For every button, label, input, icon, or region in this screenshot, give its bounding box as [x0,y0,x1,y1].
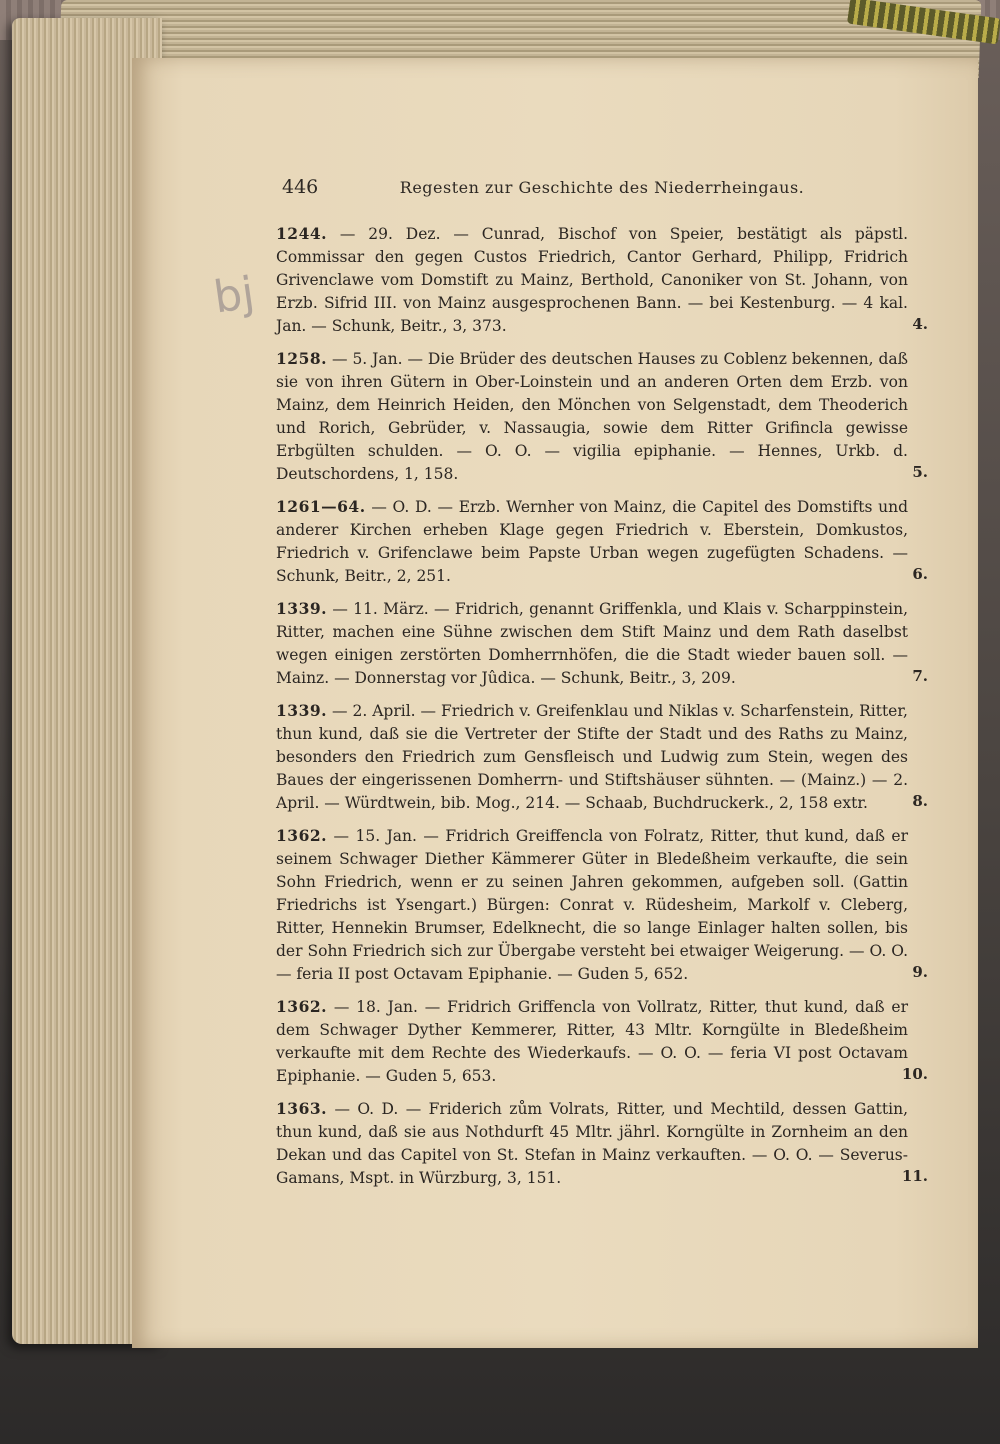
regest-date-head: 1258. [276,349,328,368]
regest-date-head: 1363. [276,1099,328,1118]
regest-number: 5. [912,463,928,481]
regest-date-head: 1339. [276,599,328,618]
regest-date-head: 1362. [276,826,328,845]
regest-text: — 2. April. — Friedrich v. Greifenklau und Niklas v. Scharfenstein, Ritter, thun kund, daß sie die Vertreter der Stifte der Stadt und des Raths zu Mainz, besonders den Friedrich zum Gensfleisch und Ludwig zum Stein, wegen des Baues der eingerissenen Domherrn- und Stiftshäuser sühnten. — (Mainz.) — 2. April. — Würdtwein, bib. Mog., 214. — Schaab, Buchdruckerk., 2, 158 extr. [276,702,908,812]
regest-number: 10. [901,1065,928,1083]
regest-number: 8. [912,792,928,810]
regest-entry [276,1097,928,1190]
regest-date-head: 1339. [276,701,328,720]
regest-text: — 29. Dez. — Cunrad, Bischof von Speier, bestätigt als päpstl. Commissar den gegen Custos Friedrich, Cantor Gerhard, Philipp, Fridrich Grivenclawe vom Domstift zu Mainz, Berthold, Canoniker von St. Johann, von Erzb. Sifrid III. von Mainz ausgesprochenen Bann. — bei Kestenburg. — 4 kal. Jan. — Schunk, Beitr., 3, 373. [276,225,908,335]
regest-date-head: 1261—64. [276,497,366,516]
page-number: 446 [282,176,319,198]
page-header [282,176,922,206]
regest-text: — 15. Jan. — Fridrich Greiffencla von Folratz, Ritter, thut kund, daß er seinem Schwager Diether Kämmerer Güter in Bledeßheim verkaufte, die sein Sohn Friedrich, wenn er zu seinen Jahren gekommen, aufgeben soll. (Gattin Friedrichs ist Ysengart.) Bürgen: Conrat v. Rüdesheim, Markolf v. Cleberg, Ritter, Hennekin Brumser, Edelknecht, die so lange Einlager halten sollen, bis der Sohn Friedrich sich zur Übergabe versteht bei etwaiger Weigerung. — O. O. — feria II post Octavam Epiphanie. — Guden 5, 652. [276,827,908,983]
regesta-list [276,222,928,1199]
regest-text: — 5. Jan. — Die Brüder des deutschen Hauses zu Coblenz bekennen, daß sie von ihren Gütern in Ober-Loinstein und an anderen Orten dem Erzb. von Mainz, dem Heinrich Heiden, den Mönchen von Selgenstadt, dem Theoderich und Rorich, Gebrüder, v. Nassaugia, sowie dem Ritter Grifincla gewisse Erbgülten schulden. — O. O. — vigilia epiphanie. — Hennes, Urkb. d. Deutschordens, 1, 158. [276,350,908,483]
regest-entry [276,495,928,588]
regest-text: — 18. Jan. — Fridrich Griffencla von Vollratz, Ritter, thut kund, daß er dem Schwager Dyther Kemmerer, Ritter, 43 Mltr. Korngülte in Bledeßheim verkaufte mit dem Rechte des Wiederkaufs. — O. O. — feria VI post Octavam Epiphanie. — Guden 5, 653. [276,998,908,1085]
regest-entry [276,995,928,1088]
regest-text: — 11. März. — Fridrich, genannt Griffenkla, und Klais v. Scharppinstein, Ritter, machen eine Sühne zwischen dem Stift Mainz und dem Rath daselbst wegen einigen zerstörten Domherrnhöfen, die die Stadt wieder bauen soll. — Mainz. — Donnerstag vor Jûdica. — Schunk, Beitr., 3, 209. [276,600,908,687]
regest-date-head: 1362. [276,997,328,1016]
regest-entry [276,699,928,815]
running-title: Regesten zur Geschichte des Niederrheingaus. [399,178,805,197]
regest-entry [276,824,928,986]
regest-number: 6. [912,565,928,583]
regest-text: — O. D. — Friderich zům Volrats, Ritter, und Mechtild, dessen Gattin, thun kund, daß sie aus Nothdurft 45 Mltr. jährl. Korngülte in Zornheim an den Dekan und das Capitel von St. Stefan in Mainz verkauften. — O. O. — Severus-Gamans, Mspt. in Würzburg, 3, 151. [276,1100,908,1187]
regest-entry [276,222,928,338]
regest-date-head: 1244. [276,224,328,243]
regest-entry [276,597,928,690]
pencil-mark: bj [210,267,258,324]
regest-number: 4. [912,315,928,333]
regest-number: 9. [912,963,928,981]
regest-number: 11. [901,1167,928,1185]
regest-number: 7. [912,667,928,685]
regest-text: — O. D. — Erzb. Wernher von Mainz, die Capitel des Domstifts und anderer Kirchen erheben Klage gegen Friedrich v. Eberstein, Domkustos, Friedrich v. Grifenclawe beim Papste Urban wegen zugefügten Schadens. — Schunk, Beitr., 2, 251. [276,498,908,585]
regest-entry [276,347,928,486]
